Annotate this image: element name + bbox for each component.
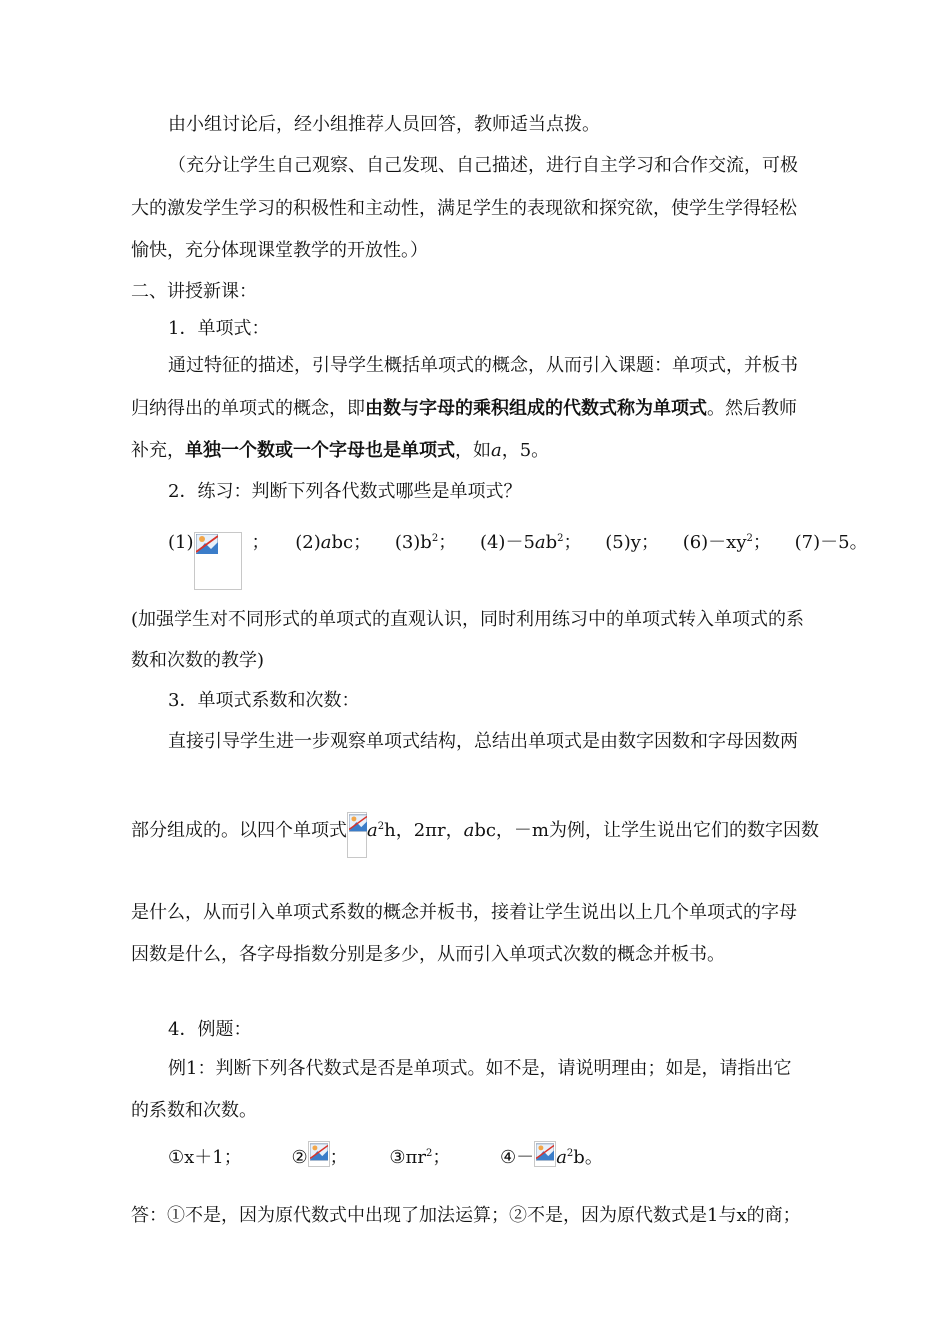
text: ； (563, 532, 582, 553)
exponent: 2 (431, 533, 439, 544)
paragraph-remark-line2: 数和次数的教学) (131, 650, 265, 671)
text: (2) (295, 532, 321, 553)
text: ② (291, 1147, 308, 1168)
subheading-monomial: 1．单项式： (168, 318, 270, 339)
example-list (168, 1145, 603, 1177)
text: 补充， (131, 440, 185, 461)
exercise-item (395, 532, 456, 553)
exponent: 2 (566, 1148, 574, 1159)
text: (6)－xy (682, 532, 747, 553)
variable: a (320, 532, 332, 553)
text: ； (752, 532, 771, 553)
text: 归纳得出的单项式的概念，即 (131, 398, 365, 419)
text: 。然后教师 (707, 398, 797, 419)
paragraph-answer: 答：①不是，因为原代数式中出现了加法运算；②不是，因为原代数式是1与x的商； (131, 1205, 801, 1226)
example-item: ①x＋1； (168, 1147, 242, 1168)
paragraph-structure-line4: 因数是什么，各字母指数分别是多少，从而引入单项式次数的概念并板书。 (131, 944, 725, 965)
paragraph-note-line3: 愉快，充分体现课堂教学的开放性。） (131, 240, 428, 261)
paragraph-structure-line1: 直接引导学生进一步观察单项式结构，总结出单项式是由数字因数和字母因数两 (168, 731, 798, 752)
text: ，如 (455, 440, 491, 461)
broken-image-icon (347, 812, 367, 858)
exponent: 2 (746, 533, 753, 544)
text: 部分组成的。以四个单项式 (131, 820, 347, 841)
exponent: 2 (377, 821, 385, 832)
exercise-list (168, 530, 868, 590)
paragraph-concept-line2 (131, 396, 797, 422)
paragraph-discussion: 由小组讨论后，经小组推荐人员回答，教师适当点拨。 (168, 114, 600, 135)
exponent: 2 (425, 1148, 433, 1159)
text: b。 (573, 1147, 603, 1168)
text: ； (251, 532, 270, 553)
text: (4)－5 (479, 532, 535, 553)
text: (3)b (394, 532, 432, 553)
paragraph-concept-line1: 通过特征的描述，引导学生概括单项式的概念，从而引入课题：单项式，并板书 (168, 355, 798, 376)
variable: a (534, 532, 546, 553)
exercise-item (683, 532, 771, 553)
variable: a (491, 440, 502, 461)
text: ③πr (389, 1147, 426, 1168)
subheading-exercise: 2．练习：判断下列各代数式哪些是单项式？ (168, 481, 522, 502)
subheading-coefficient: 3．单项式系数和次数： (168, 690, 360, 711)
paragraph-example-line2: 的系数和次数。 (131, 1100, 257, 1121)
paragraph-structure-line2 (131, 818, 819, 868)
paragraph-note-line2: 大的激发学生学习的积极性和主动性，满足学生的表现欲和探究欲，使学生学得轻松 (131, 198, 797, 219)
broken-image-icon (308, 1141, 330, 1167)
text: bc； (331, 532, 372, 553)
exercise-item: (7)－5。 (794, 532, 868, 553)
paragraph-note-line1: （充分让学生自己观察、自己发现、自己描述，进行自主学习和合作交流，可极 (168, 155, 798, 176)
exercise-item (295, 532, 371, 553)
paragraph-example-line1: 例1：判断下列各代数式是否是单项式。如不是，请说明理由；如是，请指出它 (168, 1058, 792, 1079)
exponent: 2 (557, 533, 564, 544)
broken-image-icon (534, 1141, 556, 1167)
exercise-item: (1) (168, 532, 194, 553)
text: b (545, 532, 558, 553)
exercise-item: (5)y； (605, 532, 659, 553)
example-item (500, 1147, 603, 1168)
variable: a (556, 1147, 567, 1168)
section-heading: 二、讲授新课： (131, 281, 257, 302)
subheading-examples: 4．例题： (168, 1019, 252, 1040)
variable: a (367, 820, 378, 841)
exercise-item (480, 532, 582, 553)
broken-image-icon (194, 532, 242, 590)
text: ，5。 (501, 440, 550, 461)
example-item (389, 1147, 450, 1168)
bold-definition: 由数与字母的乘积组成的代数式称为单项式 (365, 398, 707, 419)
paragraph-remark-line1: (加强学生对不同形式的单项式的直观认识，同时利用练习中的单项式转入单项式的系 (131, 609, 805, 630)
variable: a (463, 820, 475, 841)
text: ； (438, 532, 457, 553)
text: bc，－m为例，让学生说出它们的数字因数 (474, 820, 819, 841)
paragraph-structure-line3: 是什么，从而引入单项式系数的概念并板书，接着让学生说出以上几个单项式的字母 (131, 902, 797, 923)
text: ； (432, 1147, 451, 1168)
bold-supplement: 单独一个数或一个字母也是单项式 (185, 440, 455, 461)
paragraph-concept-line3 (131, 438, 549, 464)
text: h，2πr， (384, 820, 464, 841)
text: ④－ (500, 1147, 535, 1168)
text: ； (329, 1147, 348, 1168)
example-item (291, 1147, 347, 1168)
